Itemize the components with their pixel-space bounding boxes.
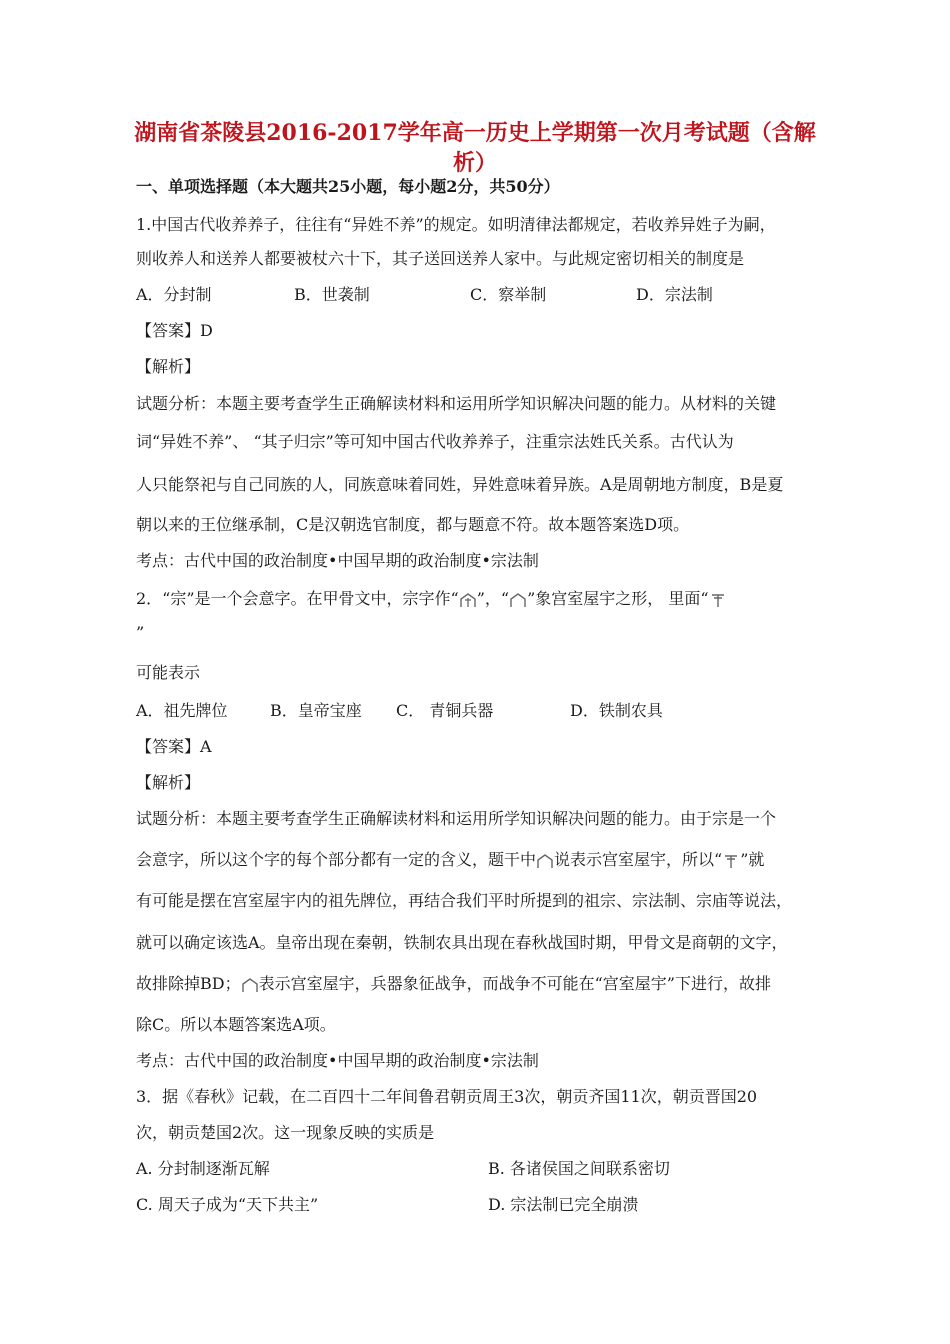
q1-analysis-line-1: 试题分析：本题主要考查学生正确解读材料和运用所学知识解决问题的能力。从材料的关键 xyxy=(136,394,777,413)
tablet-glyph-icon xyxy=(709,592,727,608)
q3-option-a: A. 分封制逐渐瓦解 xyxy=(136,1159,270,1178)
roof-glyph-icon xyxy=(536,853,554,869)
q1-stem-line-2: 则收养人和送养人都要被杖六十下，其子送回送养人家中。与此规定密切相关的制度是 xyxy=(136,249,745,268)
q2-stem-part-c: ”象宫室屋宇之形， 里面“ xyxy=(527,589,709,608)
q3-stem-line-2: 次，朝贡楚国2次。这一现象反映的实质是 xyxy=(136,1123,435,1142)
q2-analysis-part-c: ”就 xyxy=(740,850,765,869)
q3-option-d: D. 宗法制已完全崩溃 xyxy=(488,1195,639,1214)
q2-stem-line-1 xyxy=(136,588,727,610)
roof-glyph-icon xyxy=(241,977,259,993)
q2-option-b: B．皇帝宝座 xyxy=(270,701,362,720)
document-title: 湖南省茶陵县2016-2017学年高一历史上学期第一次月考试题（含解析） xyxy=(134,120,816,176)
q2-analysis-part-a: 会意字，所以这个字的每个部分都有一定的含义，题干中 xyxy=(136,850,537,869)
q3-option-b: B. 各诸侯国之间联系密切 xyxy=(488,1159,670,1178)
roof-glyph-icon xyxy=(509,592,527,608)
q2-stem-part-a: 2．“宗”是一个会意字。在甲骨文中，宗字作“ xyxy=(136,589,459,608)
q2-stem-line-2: 可能表示 xyxy=(136,663,201,682)
q1-stem-line-1: 1.中国古代收养养子，往往有“异姓不养”的规定。如明清律法都规定，若收养异姓子为嗣， xyxy=(136,215,776,234)
q2-analysis-line-5 xyxy=(136,973,771,995)
q1-analysis-line-3: 人只能祭祀与自己同族的人，同族意味着同姓，异姓意味着异族。A是周朝地方制度，B是夏 xyxy=(136,475,784,494)
q3-stem-line-1: 3．据《春秋》记载，在二百四十二年间鲁君朝贡周王3次，朝贡齐国11次，朝贡晋国20 xyxy=(136,1087,758,1106)
oracle-zong-glyph-icon xyxy=(459,592,477,608)
q2-option-d: D．铁制农具 xyxy=(570,701,663,720)
q2-analysis-line-3: 有可能是摆在宫室屋宇内的祖先牌位，再结合我们平时所提到的祖宗、宗法制、宗庙等说法， xyxy=(136,891,793,910)
q2-analysis-line-6: 除C。所以本题答案选A项。 xyxy=(136,1015,336,1034)
q2-kaodian: 考点：古代中国的政治制度•中国早期的政治制度•宗法制 xyxy=(136,1051,539,1070)
section-header: 一、单项选择题（本大题共25小题，每小题2分，共50分） xyxy=(136,177,560,196)
tablet-glyph-icon xyxy=(722,853,740,869)
q2-analysis-part-5b: 表示宫室屋宇，兵器象征战争，而战争不可能在“宫室屋宇”下进行，故排 xyxy=(258,974,771,993)
q1-option-d: D．宗法制 xyxy=(636,285,713,304)
q1-analysis-label: 【解析】 xyxy=(136,357,201,376)
q2-option-a: A．祖先牌位 xyxy=(136,701,228,720)
q1-kaodian: 考点：古代中国的政治制度•中国早期的政治制度•宗法制 xyxy=(136,551,539,570)
q2-analysis-part-5a: 故排除掉BD； xyxy=(136,974,241,993)
q2-option-c: C． 青铜兵器 xyxy=(396,701,494,720)
q1-option-a: A．分封制 xyxy=(136,285,212,304)
q1-option-b: B．世袭制 xyxy=(294,285,370,304)
q2-analysis-line-2 xyxy=(136,849,764,871)
q1-analysis-line-4: 朝以来的王位继承制，C是汉朝选官制度，都与题意不符。故本题答案选D项。 xyxy=(136,515,690,534)
q2-analysis-part-b: 说表示宫室屋宇，所以“ xyxy=(554,850,723,869)
q1-option-c: C．察举制 xyxy=(470,285,547,304)
q2-stem-part-b: ”，“ xyxy=(476,589,510,608)
q1-answer: 【答案】D xyxy=(136,321,213,340)
q2-analysis-line-4: 就可以确定该选A。皇帝出现在秦朝，铁制农具出现在春秋战国时期，甲骨文是商朝的文字， xyxy=(136,933,788,952)
q2-answer: 【答案】A xyxy=(136,737,212,756)
q2-analysis-line-1: 试题分析：本题主要考查学生正确解读材料和运用所学知识解决问题的能力。由于宗是一个 xyxy=(136,809,777,828)
q2-stem-closing-quote: ” xyxy=(136,623,145,642)
q1-analysis-line-2: 词“异姓不养”、 “其子归宗”等可知中国古代收养养子，注重宗法姓氏关系。古代认为 xyxy=(136,432,734,451)
q3-option-c: C. 周天子成为“天下共主” xyxy=(136,1195,319,1214)
q2-analysis-label: 【解析】 xyxy=(136,773,201,792)
